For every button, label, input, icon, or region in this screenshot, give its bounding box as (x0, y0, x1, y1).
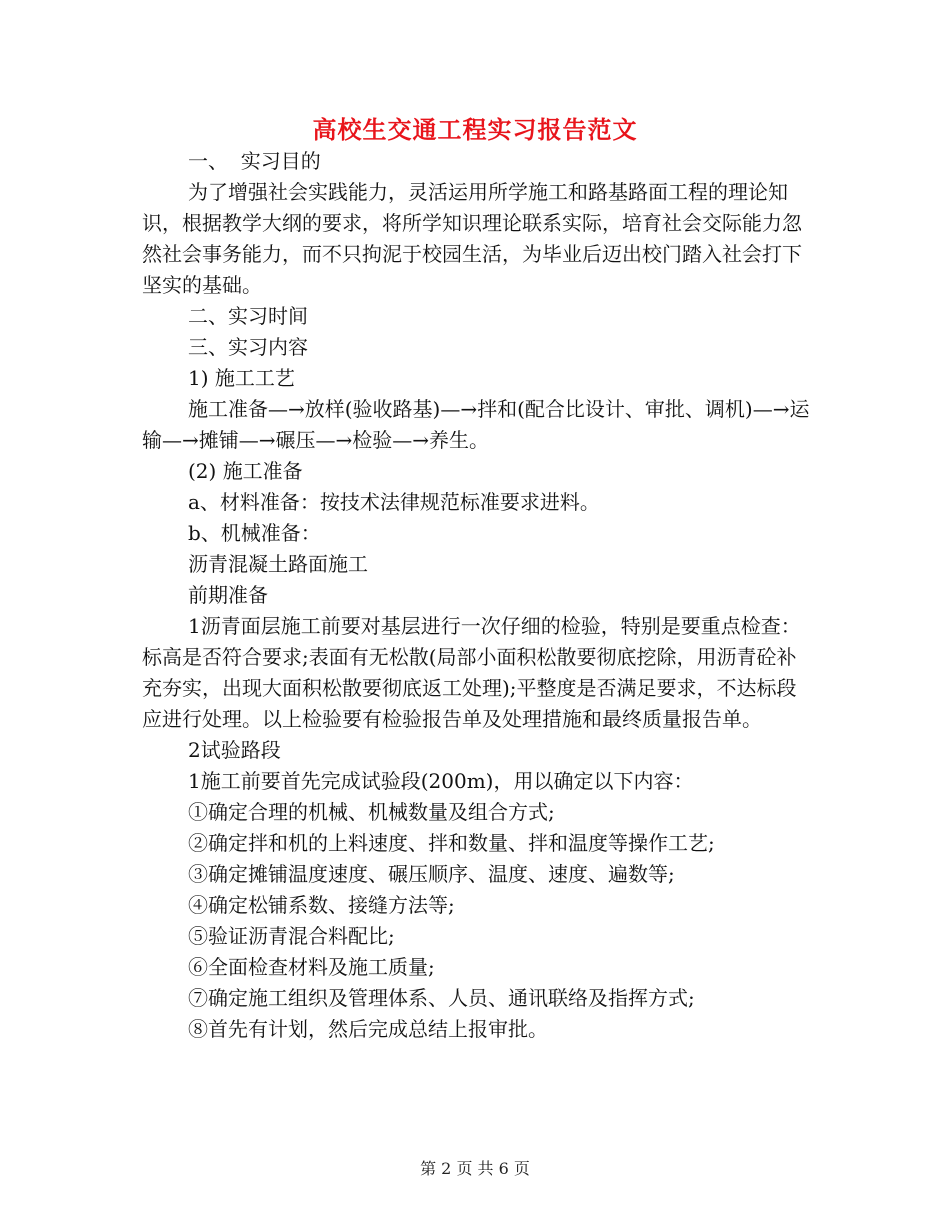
list-item-1: ①确定合理的机械、机械数量及组合方式; (188, 800, 555, 824)
document-body (142, 146, 814, 1045)
paragraph-trial-section: 2试验路段 (188, 738, 281, 762)
section-heading-content: 三、实习内容 (188, 335, 308, 359)
list-item-6: ⑥全面检查材料及施工质量; (188, 955, 435, 979)
paragraph-base-inspection: 1沥青面层施工前要对基层进行一次仔细的检验，特别是要重点检查：标高是否符合要求;表面有无松散(局部小面积松散要彻底挖除，用沥青砼补充夯实，出现大面积松散要彻底返工处理);平整度是否满足要求，不达标段应进行处理。以上检验要有检验报告单及处理措施和最终质量报告单。 (142, 614, 801, 731)
list-item-5: ⑤验证沥青混合料配比; (188, 924, 395, 948)
paragraph-purpose: 为了增强社会实践能力，灵活运用所学施工和路基路面工程的理论知识，根据教学大纲的要求，将所学知识理论联系实际，培育社会交际能力忽然社会事务能力，而不只拘泥于校园生活，为毕业后迈出校门踏入社会打下坚实的基础。 (142, 180, 802, 297)
subheading-preparation: (2) 施工准备 (188, 459, 303, 483)
list-item-8: ⑧首先有计划，然后完成总结上报审批。 (188, 1017, 548, 1041)
list-item-4: ④确定松铺系数、接缝方法等; (188, 893, 455, 917)
paragraph-machine-prep: b、机械准备： (188, 521, 321, 545)
paragraph-process: 施工准备—→放样(验收路基)—→拌和(配合比设计、审批、调机)—→运输—→摊铺—→碾压—→检验—→养生。 (142, 397, 810, 452)
section-heading-time: 二、实习时间 (188, 304, 308, 328)
paragraph-early-prep: 前期准备 (188, 583, 268, 607)
paragraph-asphalt-construction: 沥青混凝土路面施工 (188, 552, 368, 576)
section-heading-purpose: 一、 实习目的 (188, 149, 321, 173)
document-title: 高校生交通工程实习报告范文 (312, 115, 638, 144)
paragraph-material-prep: a、材料准备：按技术法律规范标准要求进料。 (188, 490, 600, 514)
list-item-7: ⑦确定施工组织及管理体系、人员、通讯联络及指挥方式; (188, 986, 695, 1010)
list-item-2: ②确定拌和机的上料速度、拌和数量、拌和温度等操作工艺; (188, 831, 715, 855)
page-footer: 第 2 页 共 6 页 (420, 1159, 530, 1178)
list-item-3: ③确定摊铺温度速度、碾压顺序、温度、速度、遍数等; (188, 862, 675, 886)
subheading-process: 1) 施工工艺 (188, 366, 295, 390)
paragraph-trial-purpose: 1施工前要首先完成试验段(200m)，用以确定以下内容： (188, 769, 694, 793)
